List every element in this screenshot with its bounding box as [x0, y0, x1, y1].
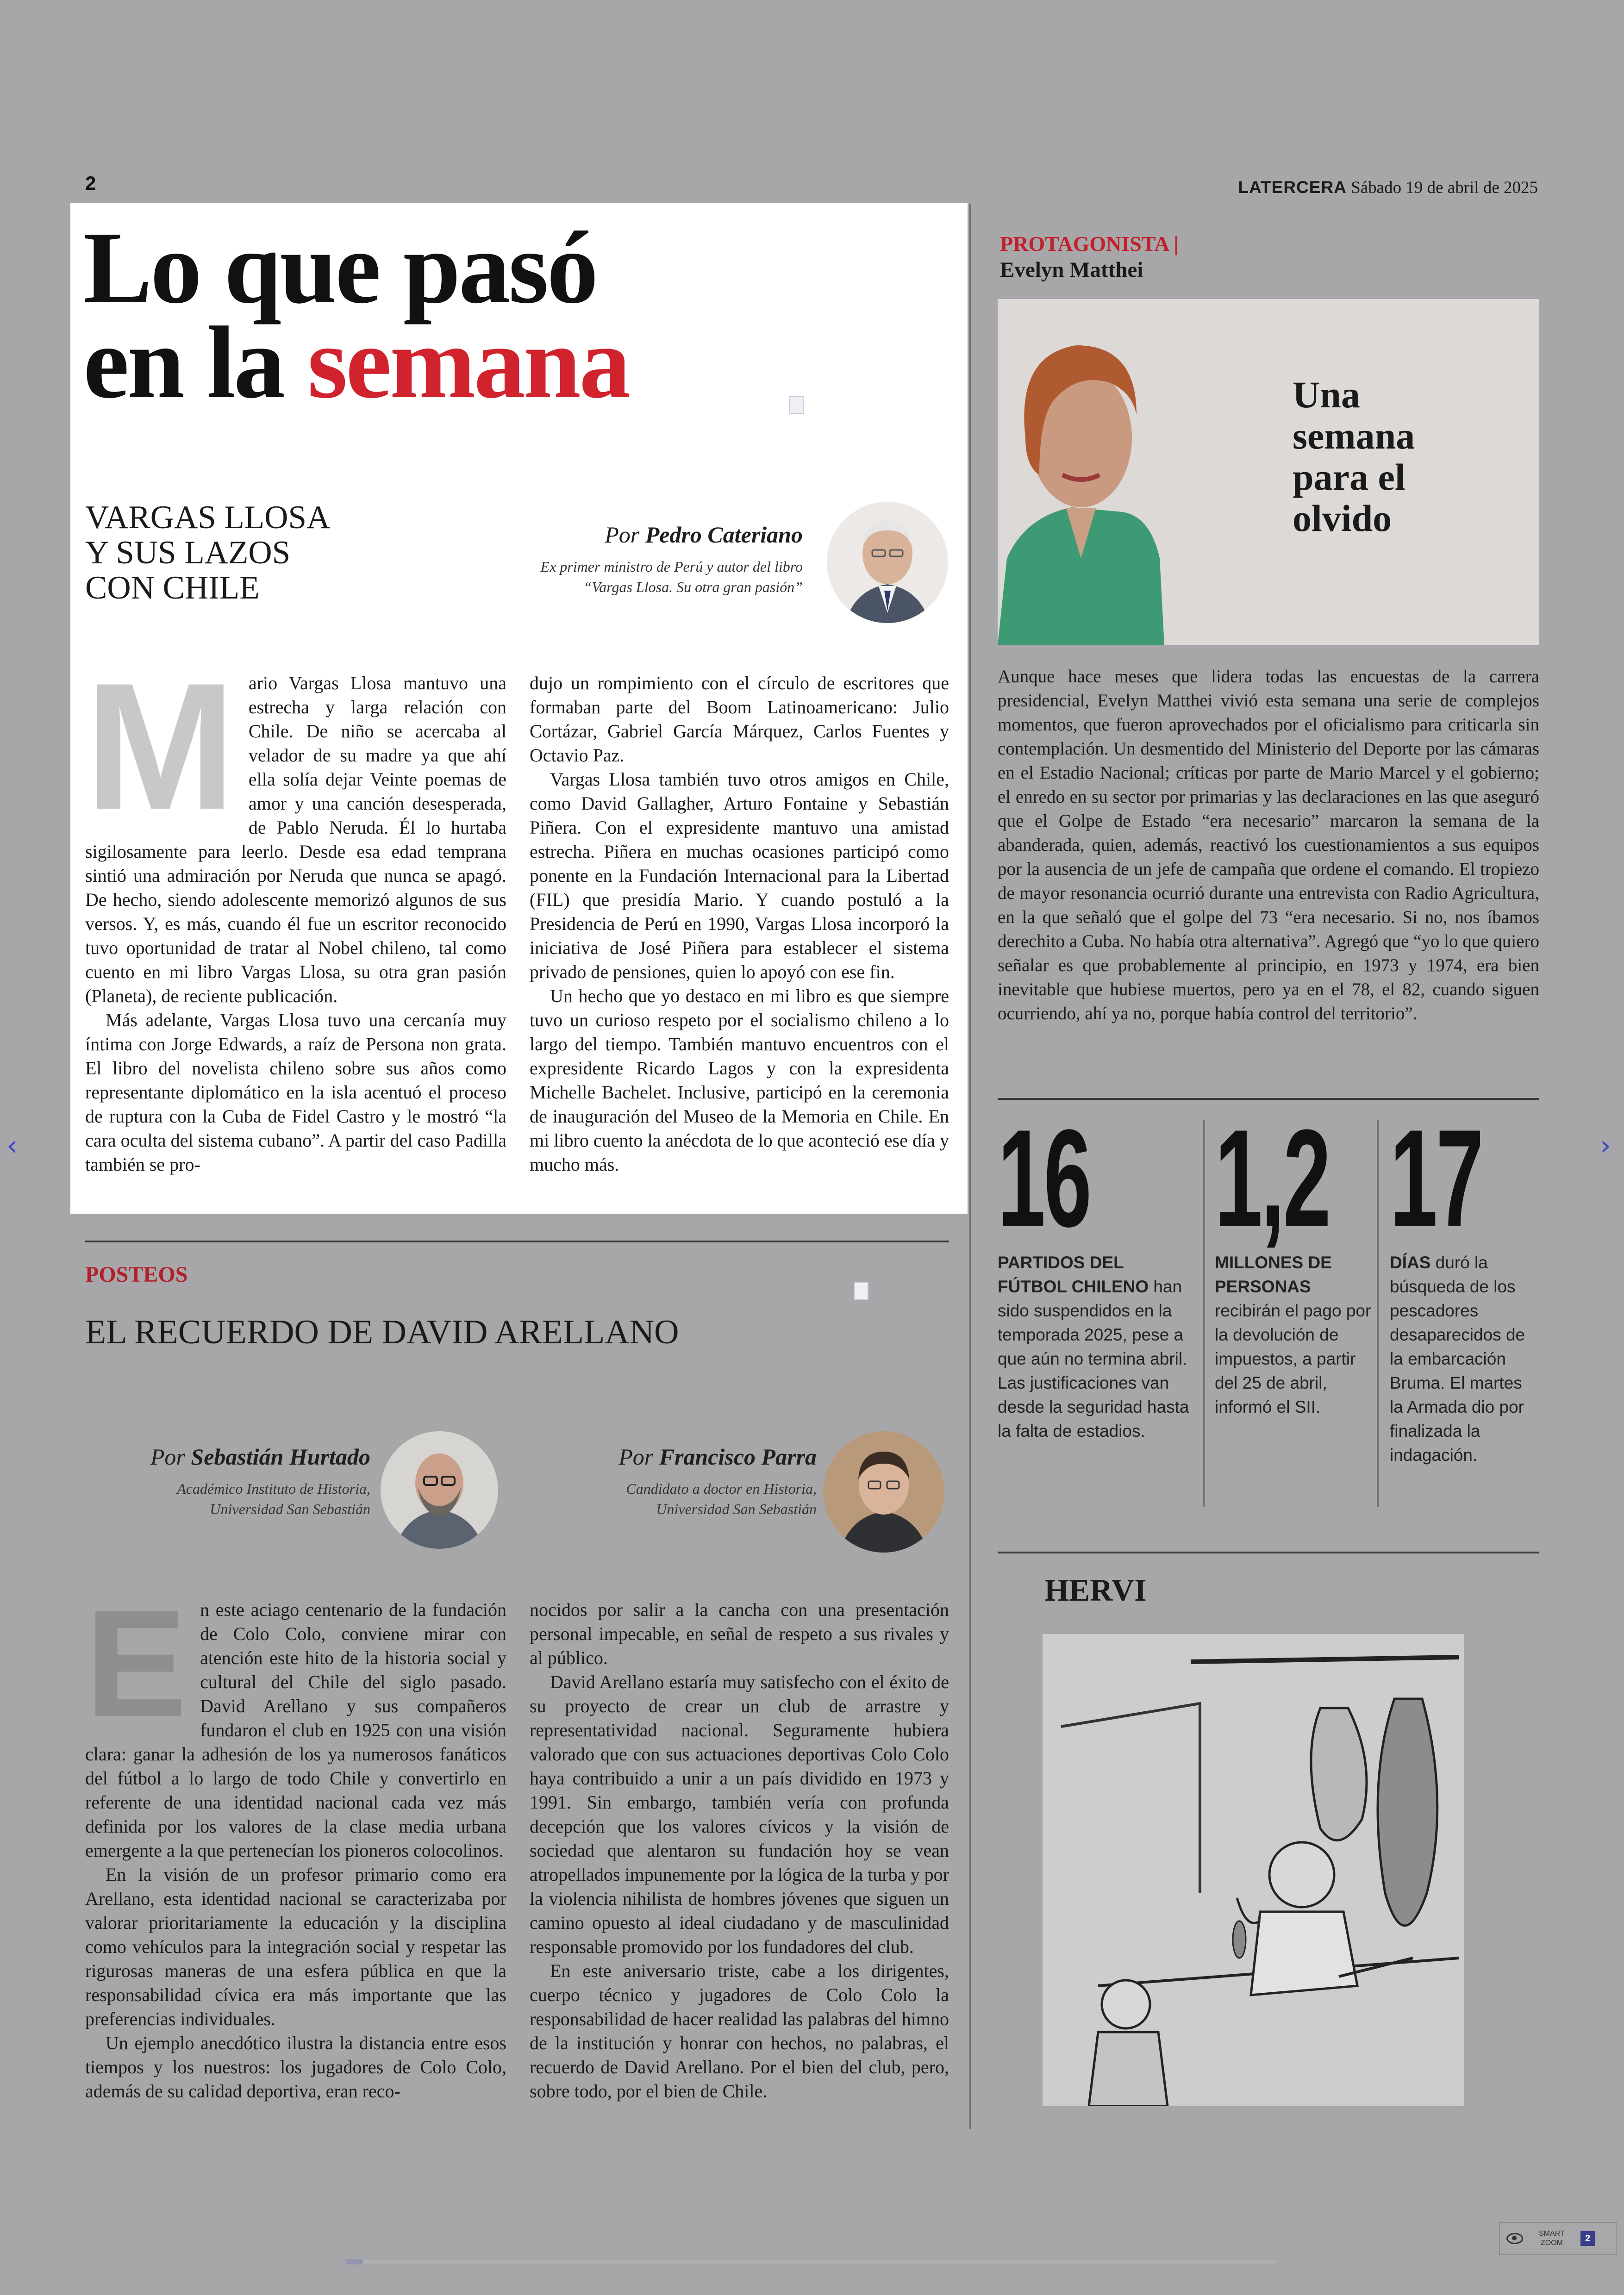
- section-title-line: VARGAS LLOSA: [85, 499, 331, 536]
- lead-paragraph: Un hecho que yo destaco en mi libro es que siempre tuvo un curioso respeto por el socialismo chileno a lo largo del tiempo. También mantuvo encuentros con el expresidente Ricardo Lagos y con la expresidenta Michelle Bachelet. Inclusive, participó en la ceremonia de inauguración del Museo de la Memoria en Chile. En mi libro cuento la anécdota de lo que aconteció ese día y mucho más.: [530, 985, 949, 1175]
- author-avatar: [827, 502, 948, 623]
- byline-role-line: Académico Instituto de Historia,: [177, 1480, 370, 1497]
- posteos-title: EL RECUERDO DE DAVID ARELLANO: [85, 1313, 679, 1351]
- stats-bottom-rule: [998, 1552, 1539, 1553]
- smart-zoom-label: [1539, 2229, 1565, 2248]
- section-divider: [85, 1241, 949, 1242]
- stat-block-3: [1390, 1100, 1536, 1467]
- page-number: 2: [85, 172, 96, 194]
- byline-role: [618, 1478, 817, 1519]
- byline-author-name: Pedro Cateriano: [645, 522, 803, 548]
- smart-zoom-label-line: ZOOM: [1540, 2239, 1563, 2247]
- lead-paragraph: Más adelante, Vargas Llosa tuvo una cercanía muy íntima con Jorge Edwards, a raíz de Persona non grata. El libro del novelista chileno sobre sus años como representante diplomático en la isla acentuó el proceso de ruptura con la Cuba de Fidel Castro y le mostró “la cara oculta del sistema cubano”. A partir del caso Padilla también se pro-: [85, 1010, 506, 1175]
- lead-paragraph: Vargas Llosa también tuvo otros amigos en Chile, como David Gallagher, Arturo Fontaine y Sebastián Piñera. Con el expresidente mantuvo una amistad estrecha. Piñera en muchas ocasiones participó como ponente en la Fundación Internacional para la Libertad (FIL) que presidía Mario. Y cuando postuló a la Presidencia de Perú en 1990, Vargas Llosa incorporó la iniciativa de José Piñera para establecer el sistema privado de pensiones, quien lo apoyó con ese fin.: [530, 769, 949, 982]
- stat-bold: MILLONES DE PERSONAS: [1215, 1253, 1332, 1296]
- lead-column-2: [530, 671, 949, 1177]
- byline-role-line: Universidad San Sebastián: [210, 1501, 370, 1517]
- byline-role-line: Ex primer ministro de Perú y autor del libro: [540, 558, 803, 575]
- byline-por: Por: [618, 1444, 659, 1470]
- masthead-date: Sábado 19 de abril de 2025: [1351, 178, 1538, 197]
- headline-accent-word: semana: [307, 306, 629, 420]
- stat-divider: [1203, 1120, 1205, 1507]
- page-scroll-thumb[interactable]: [346, 2259, 363, 2264]
- stat-block-1: [998, 1100, 1197, 1443]
- headline-word: en la: [83, 306, 307, 420]
- cartoon-illustration: [1043, 1634, 1464, 2106]
- author-byline: [541, 521, 803, 597]
- stat-bold: PARTIDOS DEL FÚTBOL CHILENO: [998, 1253, 1149, 1296]
- byline-author-name: Francisco Parra: [659, 1444, 817, 1470]
- byline-por: Por: [605, 522, 645, 548]
- feature-title-line: para el: [1293, 456, 1405, 498]
- next-page-arrow-icon[interactable]: ›: [1600, 1129, 1611, 1162]
- article-section-title: [85, 500, 330, 605]
- feature-title-line: olvido: [1293, 497, 1392, 539]
- posteos-paragraph: Un ejemplo anecdótico ilustra la distancia entre esos tiempos y los nuestros: los jugadores de Colo Colo, además de su calidad deportiva, eran reco-: [85, 2033, 506, 2102]
- stat-number: 16: [998, 1100, 1090, 1256]
- smart-zoom-label-line: SMART: [1539, 2230, 1565, 2238]
- stat-number: 1,2: [1215, 1100, 1330, 1256]
- posteos-column-2: [530, 1598, 949, 2103]
- main-headline: [83, 211, 629, 420]
- column-divider: [969, 204, 971, 2129]
- author-byline: [618, 1443, 817, 1519]
- feature-title-line: semana: [1293, 415, 1415, 457]
- stat-text: [998, 1251, 1197, 1443]
- page-scroll-track[interactable]: [346, 2260, 1277, 2264]
- stat-rest: recibirán el pago por la devolución de impuestos, a partir del 25 de abril, informó el SII.: [1215, 1301, 1371, 1416]
- posteos-paragraph: En la visión de un profesor primario como era Arellano, esta identidad nacional se caracterizaba por valorar prioritariamente la educación y la disciplina como vehículos para la integración social y respetar las rigurosas maneras de una esfera pública en que la responsabilidad cívica era más importante que las preferencias individuales.: [85, 1864, 506, 2029]
- headline-line-2: [83, 306, 629, 420]
- lead-paragraph: dujo un rompimiento con el círculo de escritores que formaban parte del Boom Latinoamericano: Julio Cortázar, Gabriel García Márquez, Carlos Fuentes y Octavio Paz.: [530, 673, 949, 766]
- article-hotspot-marker[interactable]: [854, 1282, 868, 1300]
- cartoon-title: HERVI: [1044, 1572, 1147, 1608]
- previous-page-arrow-icon[interactable]: ‹: [6, 1129, 18, 1162]
- stat-block-2: [1215, 1100, 1372, 1419]
- byline-role-line: Candidato a doctor en Historia,: [626, 1480, 817, 1497]
- byline-author-name: Sebastián Hurtado: [191, 1444, 370, 1470]
- stat-rest: han sido suspendidos en la temporada 2025, pese a que aún no termina abril. Las justificaciones van desde la seguridad hasta la falta de estadios.: [998, 1277, 1189, 1441]
- protagonista-name: Evelyn Matthei: [1000, 258, 1143, 282]
- author-byline: [150, 1443, 370, 1519]
- smart-zoom-badge: 2: [1580, 2231, 1595, 2246]
- section-title-line: CON CHILE: [85, 570, 260, 606]
- lead-paragraph: ario Vargas Llosa mantuvo una estrecha y larga relación con Chile. De niño se acercaba al velador de su madre ya que ahí ella solía dejar Veinte poemas de amor y una canción desesperada, de Pablo Neruda. Él lo hurtaba sigilosamente para leerlo. Desde esa edad temprana sintió una admiración por Neruda que nunca se apagó. De hecho, siendo adolescente memorizó algunos de sus versos. Y, es más, cuando él fue un escritor reconocido tuvo oportunidad de tratar al Nobel chileno, tal como cuento en mi libro Vargas Llosa, su otra gran pasión (Planeta), de reciente publicación.: [85, 673, 506, 1006]
- posteos-paragraph: n este aciago centenario de la fundación de Colo Colo, conviene mirar con atención este hito de la historia social y cultural del Chile del siglo pasado. David Arellano y sus compañeros fundaron el club en 1925 con una visión clara: ganar la adhesión de los ya numerosos fanáticos del fútbol a lo largo de todo Chile y convertirlo en referente de una identidad nacional cada vez más definida por los valores de la clase media urbana emergente a la que pertenecían los pioneros colocolinos.: [85, 1599, 506, 1861]
- lead-dropcap: M: [85, 645, 236, 847]
- stat-text: [1390, 1251, 1536, 1467]
- lead-column-1: [85, 645, 506, 1177]
- feature-body: Aunque hace meses que lidera todas las encuestas de la carrera presidencial, Evelyn Matthei vivió esta semana una serie de complejos momentos, que fueron aprovechados por el oficialismo para criticarla sin contemplación. Un desmentido del Ministerio del Deporte por las cámaras en el Estadio Nacional; críticas por parte de Mario Marcel y el gobierno; el enredo en su sector por primarias y las declaraciones en las que aseguró que el Golpe de Estado “era necesario” marcaron la semana de la abanderada, quien, además, reactivó los cuestionamientos a sus equipos por la ausencia de un jefe de campaña que ordene el comando. El tropiezo de mayor resonancia ocurrió durante una entrevista con Radio Agricultura, en la que señaló que el golpe del 73 “era necesario. Si no, nos íbamos derechito a Cuba. No había otra alternativa”. Agregó que “yo lo que quiero señalar es que probablemente al principio, en 1973 y 1974, era bien inevitable que hubiese muertos, pero ya en el 78, el 82, cuando siguen ocurriendo, ahí ya no, porque había control del territorio”.: [998, 667, 1539, 1023]
- stat-bold: DÍAS: [1390, 1253, 1431, 1272]
- posteos-paragraph: David Arellano estaría muy satisfecho con el éxito de su proyecto de crear un club de arrastre y representatividad nacional. Seguramente hubiera valorado que con sus actuaciones deportivas Colo Colo haya contribuido a unir a un país dividido en 1973 y 1991. Sin embargo, también vería con profunda decepción que los valores cívicos y la visión de sociedad que alentaron su fundación hoy se vean atropellados impunemente por la lógica de la turba y por la violencia nihilista de hombres jóvenes que siguen un camino opuesto al ideal ciudadano y de masculinidad responsable promovido por los fundadores del club.: [530, 1671, 949, 1957]
- masthead: [1238, 178, 1538, 198]
- article-hotspot-marker[interactable]: [789, 396, 804, 414]
- posteos-dropcap: E: [85, 1578, 187, 1749]
- posteos-paragraph: En este aniversario triste, cabe a los dirigentes, cuerpo técnico y jugadores de Colo Colo la responsabilidad de hacer realidad las palabras del himno de la institución y honrar con hechos, no palabras, el recuerdo de David Arellano. Por el bien del club, pero, sobre todo, por el bien de Chile.: [530, 1960, 949, 2102]
- byline-role: [150, 1478, 370, 1519]
- byline-role-line: “Vargas Llosa. Su otra gran pasión”: [583, 579, 803, 595]
- posteos-paragraph: nocidos por salir a la cancha con una presentación personal impecable, en señal de respeto a sus rivales y al público.: [530, 1599, 949, 1668]
- feature-photo: [998, 299, 1539, 645]
- feature-title-line: Una: [1293, 374, 1360, 416]
- byline-role-line: Universidad San Sebastián: [656, 1501, 817, 1517]
- masthead-brand: LATERCERA: [1238, 178, 1347, 197]
- headline-line-1: Lo que pasó: [83, 211, 597, 325]
- stats-top-rule: [998, 1098, 1539, 1100]
- author-avatar: [381, 1431, 498, 1549]
- stat-text: [1215, 1251, 1372, 1419]
- stat-number: 17: [1390, 1100, 1482, 1256]
- feature-title: [1293, 374, 1415, 539]
- eye-icon: [1506, 2233, 1523, 2244]
- stat-divider: [1377, 1120, 1379, 1507]
- section-title-line: Y SUS LAZOS: [85, 535, 291, 571]
- posteos-column-1: [85, 1578, 506, 2103]
- byline-role: [541, 556, 803, 597]
- posteos-label: POSTEOS: [85, 1262, 188, 1287]
- smart-zoom-button[interactable]: [1499, 2222, 1617, 2255]
- byline-por: Por: [150, 1444, 191, 1470]
- protagonista-label: PROTAGONISTA |: [1000, 232, 1179, 256]
- author-avatar: [823, 1431, 944, 1553]
- stat-rest: duró la búsqueda de los pescadores desaparecidos de la embarcación Bruma. El martes la Armada dio por finalizada la indagación.: [1390, 1253, 1525, 1465]
